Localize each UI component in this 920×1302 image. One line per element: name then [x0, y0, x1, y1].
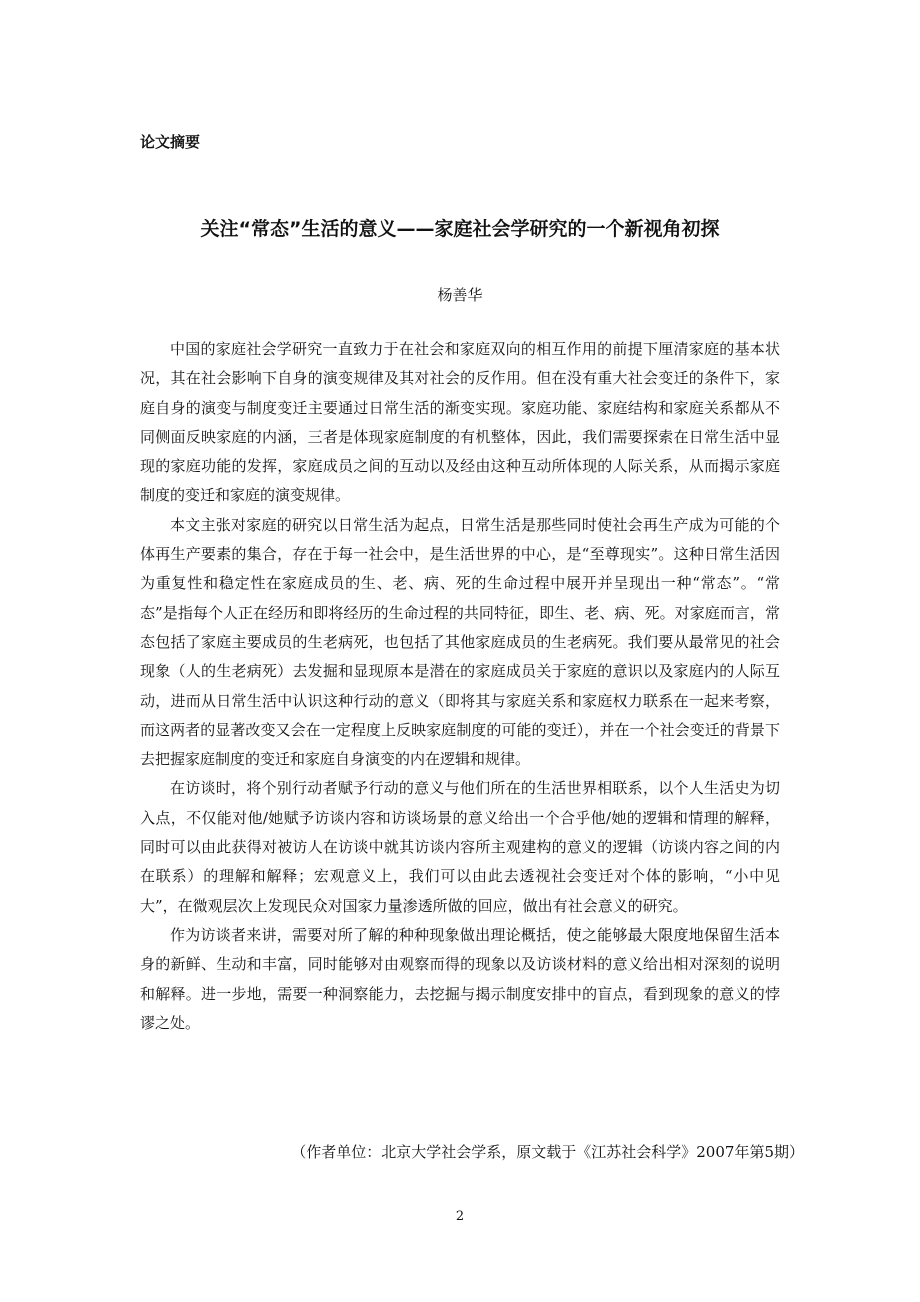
author-name: 杨善华: [437, 286, 483, 304]
page-number: 2: [455, 1209, 465, 1224]
article-body: [140, 335, 780, 1038]
source-note: （作者单位：北京大学社会学系，原文载于《江苏社会科学》2007年第5期）: [291, 1143, 804, 1161]
paragraph: 本文主张对家庭的研究以日常生活为起点，日常生活是那些同时使社会再生产成为可能的个体再生产要素的集合，存在于每一社会中，是生活世界的中心，是“至尊现实”。这种日常生活因为重复性和稳定性在家庭成员的生、老、病、死的生命过程中展开并呈现出一种“常态”。“常态”是指每个人正在经历和即将经历的生命过程的共同特征，即生、老、病、死。对家庭而言，常态包括了家庭主要成员的生老病死，也包括了其他家庭成员的生老病死。我们要从最常见的社会现象（人的生老病死）去发掘和显现原本是潜在的家庭成员关于家庭的意识以及家庭内的人际互动，进而从日常生活中认识这种行动的意义（即将其与家庭关系和家庭权力联系在一起来考察，而这两者的显著改变又会在一定程度上反映家庭制度的可能的变迁），并在一个社会变迁的背景下去把握家庭制度的变迁和家庭自身演变的内在逻辑和规律。: [140, 515, 780, 769]
section-label: 论文摘要: [140, 133, 201, 151]
paragraph: 中国的家庭社会学研究一直致力于在社会和家庭双向的相互作用的前提下厘清家庭的基本状况，其在社会影响下自身的演变规律及其对社会的反作用。但在没有重大社会变迁的条件下，家庭自身的演变与制度变迁主要通过日常生活的渐变实现。家庭功能、家庭结构和家庭关系都从不同侧面反映家庭的内涵，三者是体现家庭制度的有机整体，因此，我们需要探索在日常生活中显现的家庭功能的发挥，家庭成员之间的互动以及经由这种互动所体现的人际关系，从而揭示家庭制度的变迁和家庭的演变规律。: [140, 340, 780, 505]
paragraph: 在访谈时，将个别行动者赋予行动的意义与他们所在的生活世界相联系，以个人生活史为切入点，不仅能对他/她赋予访谈内容和访谈场景的意义给出一个合乎他/她的逻辑和情理的解释，同时可以由此获得对被访人在访谈中就其访谈内容所主观建构的意义的逻辑（访谈内容之间的内在联系）的理解和解释；宏观意义上，我们可以由此去透视社会变迁对个体的影响，“小中见大”，在微观层次上发现民众对国家力量渗透所做的回应，做出有社会意义的研究。: [140, 779, 780, 915]
article-title: 关注“常态”生活的意义——家庭社会学研究的一个新视角初探: [200, 218, 720, 240]
paragraph: 作为访谈者来讲，需要对所了解的种种现象做出理论概括，使之能够最大限度地保留生活本身的新鲜、生动和丰富，同时能够对由观察而得的现象以及访谈材料的意义给出相对深刻的说明和解释。进一步地，需要一种洞察能力，去挖掘与揭示制度安排中的盲点，看到现象的意义的悖谬之处。: [140, 925, 780, 1032]
